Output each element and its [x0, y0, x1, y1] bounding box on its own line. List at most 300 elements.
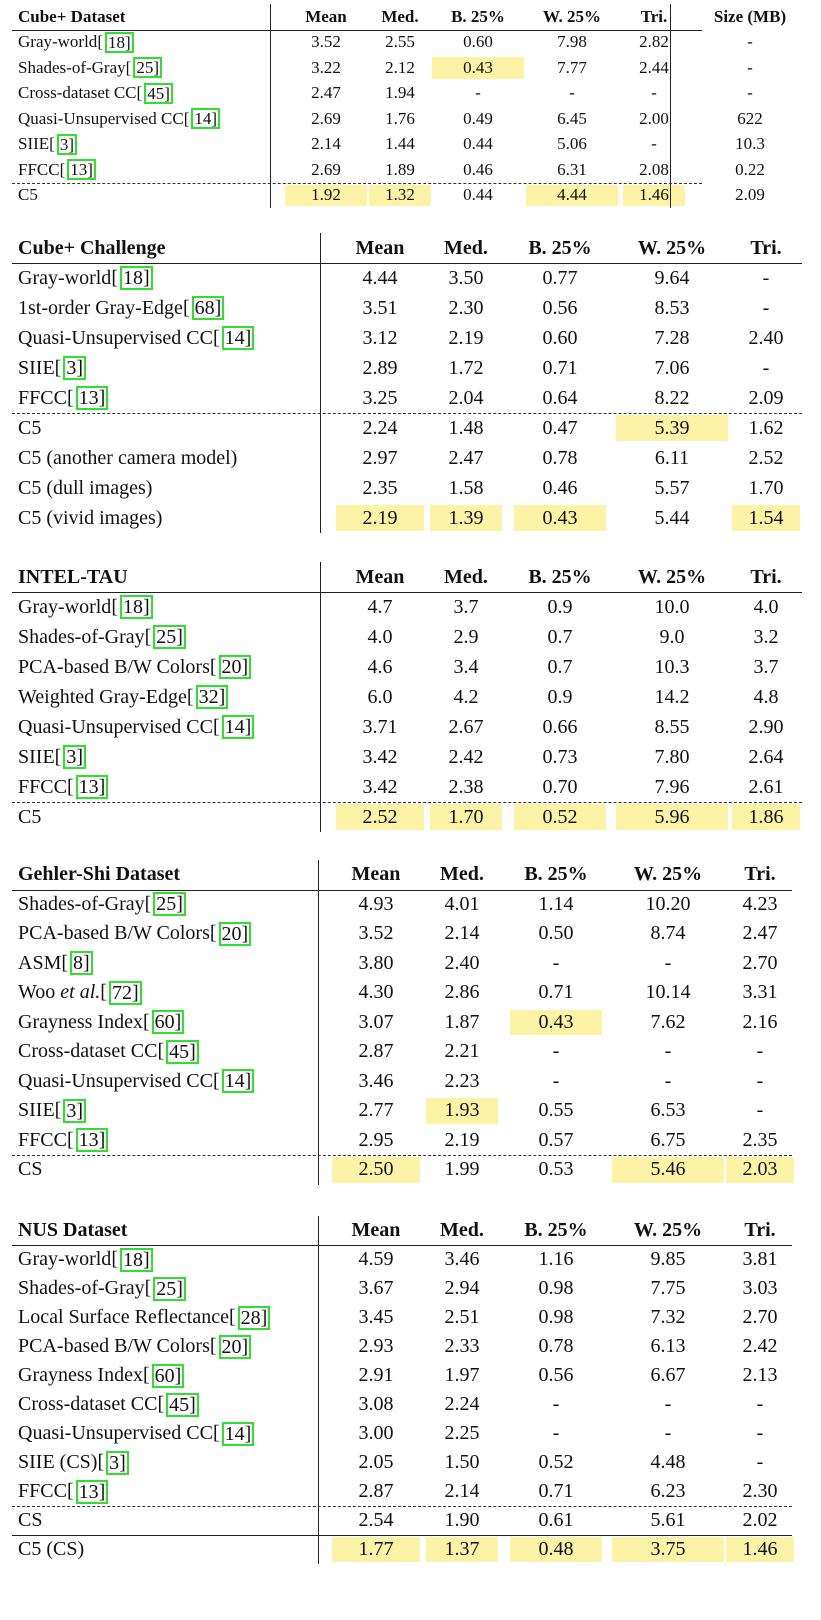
method-name: C5 (CS)	[18, 1538, 85, 1560]
value-cell: 4.7	[367, 595, 393, 618]
value-cell: 622	[737, 108, 763, 128]
highlighted-value-cell: 4.44	[526, 185, 618, 207]
value-cell: -	[756, 1422, 764, 1444]
value-cell: 8.74	[650, 922, 686, 945]
value-cell: 2.64	[748, 745, 784, 768]
value-cell: -	[756, 1040, 764, 1063]
table-row	[12, 622, 802, 652]
table-gehler-shi	[12, 860, 792, 1185]
value-cell: 2.35	[362, 476, 398, 499]
value-cell: 5.57	[654, 476, 690, 499]
value-cell: 1.87	[444, 1010, 480, 1033]
value-cell: 7.80	[654, 745, 690, 768]
method-name: C5 (dull images)	[18, 476, 153, 499]
table-row	[12, 30, 753, 56]
table-row	[12, 183, 765, 209]
citation-link[interactable]: 25]	[153, 892, 186, 916]
value-cell: 6.11	[654, 446, 690, 469]
value-cell: 4.0	[367, 625, 393, 648]
value-cell: 6.53	[650, 1099, 686, 1122]
table-cubeplus-challenge	[12, 233, 802, 533]
value-cell: 2.44	[639, 57, 669, 77]
value-cell: 4.23	[742, 892, 778, 915]
method-name: Quasi-Unsupervised CC [ 14]	[12, 323, 254, 353]
value-cell: 2.12	[385, 57, 415, 77]
table-row	[12, 772, 802, 802]
table-row	[12, 1303, 792, 1332]
value-cell: 2.95	[358, 1128, 394, 1151]
citation-link[interactable]: 20]	[219, 1335, 252, 1359]
value-cell: 3.52	[311, 32, 341, 52]
method-name-text: FFCC	[18, 386, 67, 409]
highlighted-value-cell: 2.03	[726, 1157, 794, 1183]
value-cell: 3.25	[362, 386, 398, 409]
method-name-text: SIIE	[18, 1099, 55, 1122]
method-name: Shades-of-Gray [ 25]	[12, 622, 186, 652]
method-name-text: Shades-of-Gray	[18, 625, 145, 648]
method-name: FFCC [ 13]	[12, 1126, 108, 1156]
column-header: W. 25%	[637, 565, 707, 588]
value-cell: 2.24	[444, 1393, 480, 1415]
column-header: Mean	[351, 863, 401, 886]
value-cell: 1.99	[444, 1158, 480, 1181]
citation-link[interactable]: 14]	[222, 715, 255, 739]
highlighted-value-cell: 5.96	[616, 804, 728, 830]
dashed-separator	[12, 413, 802, 414]
value-cell: 2.42	[448, 745, 484, 768]
value-cell: 2.97	[362, 446, 398, 469]
value-cell: 0.46	[463, 159, 493, 179]
method-name: ASM [ 8]	[12, 949, 93, 979]
value-cell: -	[756, 1393, 764, 1415]
highlighted-value-cell: 2.52	[336, 804, 424, 830]
method-name-text: Gray-world	[18, 595, 112, 618]
value-cell: 3.80	[358, 951, 394, 974]
value-cell: 0.50	[538, 922, 574, 945]
citation-link[interactable]: 45]	[166, 1393, 199, 1417]
table-row	[12, 1067, 792, 1097]
method-name-text: Shades-of-Gray	[18, 1277, 145, 1299]
method-name-text: Weighted Gray-Edge	[18, 685, 187, 708]
method-name: Grayness Index [ 60]	[12, 1361, 184, 1390]
value-cell: 2.16	[742, 1010, 778, 1033]
value-cell: 6.75	[650, 1128, 686, 1151]
citation-link[interactable]: 14]	[222, 1069, 255, 1093]
highlighted-value-cell: 1.46	[726, 1537, 794, 1562]
citation-link[interactable]: 45]	[166, 1040, 199, 1064]
citation-link[interactable]: 3]	[63, 356, 86, 380]
value-cell: 0.61	[538, 1509, 574, 1531]
column-rule	[318, 860, 319, 1185]
table-row	[12, 443, 802, 473]
method-name-text: PCA-based B/W Colors	[18, 655, 210, 678]
method-name-text: 1st-order Gray-Edge	[18, 296, 183, 319]
method-name-text: Gray-world	[18, 266, 112, 289]
method-name: Shades-of-Gray [ 25]	[12, 55, 162, 81]
value-cell: 3.7	[453, 595, 479, 618]
value-cell: -	[747, 83, 753, 103]
table-row	[12, 106, 763, 132]
value-cell: 2.55	[385, 32, 415, 52]
citation-link[interactable]: 18]	[120, 266, 153, 290]
value-cell: 2.13	[742, 1364, 778, 1386]
column-rule	[318, 1216, 319, 1564]
value-cell: 2.86	[444, 981, 480, 1004]
citation-link[interactable]: 28]	[238, 1306, 271, 1330]
value-cell: 3.00	[358, 1422, 394, 1444]
highlighted-value-cell: 1.39	[430, 505, 502, 531]
value-cell: 0.53	[538, 1158, 574, 1181]
value-cell: 7.98	[557, 32, 587, 52]
value-cell: 2.33	[444, 1335, 480, 1357]
column-header: Med.	[440, 1219, 484, 1241]
value-cell: 2.14	[444, 922, 480, 945]
table-row	[12, 383, 802, 413]
citation-link[interactable]: 3]	[63, 745, 86, 769]
citation-link[interactable]: 25]	[153, 625, 186, 649]
value-cell: 10.14	[645, 981, 691, 1004]
value-cell: 0.7	[547, 625, 573, 648]
value-cell: 2.9	[453, 625, 479, 648]
value-cell: 0.66	[542, 715, 578, 738]
table-row	[12, 1274, 792, 1303]
column-header: Med.	[440, 863, 484, 886]
method-name: Woo et al. [ 72]	[12, 978, 142, 1008]
citation-link[interactable]: 14]	[222, 1422, 255, 1446]
table-intel-tau	[12, 562, 802, 832]
column-header: Med.	[444, 236, 488, 259]
citation-link[interactable]: 72]	[109, 981, 142, 1005]
value-cell: 3.22	[311, 57, 341, 77]
citation-link[interactable]: 18]	[120, 595, 153, 619]
table-row	[12, 890, 792, 920]
value-cell: 2.87	[358, 1480, 394, 1502]
value-cell: 1.94	[385, 83, 415, 103]
value-cell: 1.90	[444, 1509, 480, 1531]
value-cell: 10.0	[654, 595, 690, 618]
column-header: Tri.	[750, 236, 782, 259]
value-cell: 5.06	[557, 134, 587, 154]
method-name: Gray-world [ 18]	[12, 30, 134, 56]
value-cell: 4.2	[453, 685, 479, 708]
value-cell: 1.76	[385, 108, 415, 128]
method-name-text: Quasi-Unsupervised CC	[18, 108, 184, 128]
column-header: Tri.	[750, 565, 782, 588]
citation-link[interactable]: 20]	[219, 655, 252, 679]
method-name-text: Quasi-Unsupervised CC	[18, 1069, 213, 1092]
citation-link[interactable]: 68]	[192, 296, 225, 320]
value-cell: 4.6	[367, 655, 393, 678]
highlighted-value-cell: 1.46	[623, 185, 685, 207]
value-cell: -	[762, 356, 770, 379]
value-cell: 5.44	[654, 506, 690, 529]
value-cell: 2.38	[448, 775, 484, 798]
column-header: Tri.	[744, 1219, 776, 1241]
value-cell: -	[664, 1393, 672, 1415]
value-cell: 2.90	[748, 715, 784, 738]
value-cell: 1.97	[444, 1364, 480, 1386]
table-title: Cube+ Challenge	[18, 236, 166, 259]
method-name: Shades-of-Gray [ 25]	[12, 1274, 186, 1303]
method-name-text: Quasi-Unsupervised CC	[18, 326, 213, 349]
table-header-row	[12, 1216, 792, 1245]
highlighted-value-cell: 1.70	[430, 804, 502, 830]
value-cell: 3.46	[358, 1069, 394, 1092]
value-cell: 3.2	[753, 625, 779, 648]
citation-link[interactable]: 14]	[222, 326, 255, 350]
column-rule	[320, 233, 321, 533]
value-cell: 3.81	[742, 1248, 778, 1270]
value-cell: 1.89	[385, 159, 415, 179]
value-cell: 2.94	[444, 1277, 480, 1299]
method-name: Gray-world [ 18]	[12, 1245, 153, 1274]
table-row	[12, 712, 802, 742]
table-header-row	[12, 562, 802, 592]
method-name-text: SIIE	[18, 356, 55, 379]
value-cell: 2.21	[444, 1040, 480, 1063]
dashed-separator	[12, 183, 702, 184]
method-name-text: FFCC	[18, 159, 60, 179]
method-name-text: Quasi-Unsupervised CC	[18, 1422, 213, 1444]
method-name: SIIE [ 3]	[12, 1096, 86, 1126]
value-cell: 2.42	[742, 1335, 778, 1357]
method-name: C5 (vivid images)	[18, 506, 163, 529]
value-cell: 0.44	[463, 185, 493, 205]
value-cell: 2.52	[748, 446, 784, 469]
value-cell: 7.96	[654, 775, 690, 798]
highlighted-value-cell: 3.75	[612, 1537, 724, 1562]
table-row	[12, 323, 802, 353]
value-cell: 3.45	[358, 1306, 394, 1328]
table-row	[12, 157, 765, 183]
table-row	[12, 978, 792, 1008]
citation-link[interactable]: 18]	[105, 32, 134, 53]
value-cell: 2.54	[358, 1509, 394, 1531]
table-row	[12, 353, 802, 383]
method-name: Quasi-Unsupervised CC [ 14]	[12, 106, 220, 132]
highlighted-value-cell: 0.52	[514, 804, 606, 830]
value-cell: 2.19	[448, 326, 484, 349]
value-cell: 4.01	[444, 892, 480, 915]
table-row	[12, 503, 802, 533]
value-cell: 1.48	[448, 416, 484, 439]
citation-link[interactable]: 18]	[120, 1248, 153, 1272]
citation-link[interactable]: 25]	[133, 57, 162, 78]
citation-link[interactable]: 13]	[67, 159, 96, 180]
value-cell: 7.62	[650, 1010, 686, 1033]
value-cell: 0.70	[542, 775, 578, 798]
table-row	[12, 1332, 792, 1361]
method-name: Cross-dataset CC [ 45]	[12, 1037, 199, 1067]
value-cell: 6.45	[557, 108, 587, 128]
method-name: Gray-world [ 18]	[12, 263, 153, 293]
highlighted-value-cell: 1.86	[732, 804, 800, 830]
citation-link[interactable]: 13]	[76, 1128, 109, 1152]
column-header: W. 25%	[637, 236, 707, 259]
citation-link[interactable]: 13]	[76, 775, 109, 799]
value-cell: 9.85	[650, 1248, 686, 1270]
value-cell: 0.71	[538, 1480, 574, 1502]
value-cell: 0.47	[542, 416, 578, 439]
value-cell: 2.25	[444, 1422, 480, 1444]
value-cell: 2.09	[735, 185, 765, 205]
value-cell: 6.31	[557, 159, 587, 179]
value-cell: 0.56	[542, 296, 578, 319]
value-cell: 0.78	[542, 446, 578, 469]
table-nus	[12, 1216, 792, 1564]
value-cell: -	[762, 296, 770, 319]
column-header: Mean	[351, 1219, 401, 1241]
column-header: Mean	[355, 236, 405, 259]
dashed-separator	[12, 1506, 792, 1507]
citation-link[interactable]: 3]	[57, 134, 77, 155]
value-cell: 3.50	[448, 266, 484, 289]
value-cell: 0.71	[542, 356, 578, 379]
value-cell: 2.14	[444, 1480, 480, 1502]
highlighted-value-cell: 1.92	[285, 185, 367, 207]
value-cell: -	[756, 1451, 764, 1473]
value-cell: 0.98	[538, 1277, 574, 1299]
value-cell: 4.0	[753, 595, 779, 618]
value-cell: 3.42	[362, 745, 398, 768]
table-row	[12, 1361, 792, 1390]
value-cell: 7.28	[654, 326, 690, 349]
value-cell: 0.98	[538, 1306, 574, 1328]
method-name: Quasi-Unsupervised CC [ 14]	[12, 712, 254, 742]
highlighted-value-cell: 5.39	[616, 415, 728, 441]
value-cell: 3.67	[358, 1277, 394, 1299]
value-cell: 1.44	[385, 134, 415, 154]
table-header-row	[12, 233, 802, 263]
table-header-row	[12, 860, 792, 890]
method-name-text: FFCC	[18, 1480, 67, 1502]
value-cell: 2.04	[448, 386, 484, 409]
table-row	[12, 1126, 792, 1156]
column-rule	[270, 4, 271, 208]
method-name-text: Gray-world	[18, 32, 98, 52]
table-row	[12, 949, 792, 979]
highlighted-value-cell: 5.46	[612, 1157, 724, 1183]
method-name: Cross-dataset CC [ 45]	[12, 1390, 199, 1419]
method-name: PCA-based B/W Colors [ 20]	[12, 652, 251, 682]
value-cell: 8.55	[654, 715, 690, 738]
value-cell: -	[664, 1422, 672, 1444]
citation-link[interactable]: 60]	[152, 1010, 185, 1034]
method-name-text: FFCC	[18, 775, 67, 798]
method-name: PCA-based B/W Colors [ 20]	[12, 919, 251, 949]
value-cell: 3.42	[362, 775, 398, 798]
value-cell: 0.7	[547, 655, 573, 678]
value-cell: -	[475, 83, 481, 103]
citation-link[interactable]: 13]	[76, 386, 109, 410]
value-cell: 4.30	[358, 981, 394, 1004]
table-row	[12, 652, 802, 682]
value-cell: 4.8	[753, 685, 779, 708]
value-cell: 1.50	[444, 1451, 480, 1473]
table-row	[12, 293, 802, 323]
value-cell: 2.00	[639, 108, 669, 128]
value-cell: 7.32	[650, 1306, 686, 1328]
value-cell: 9.0	[659, 625, 685, 648]
value-cell: 2.30	[742, 1480, 778, 1502]
citation-link[interactable]: 32]	[196, 685, 229, 709]
value-cell: 14.2	[654, 685, 690, 708]
value-cell: 4.59	[358, 1248, 394, 1270]
value-cell: 0.9	[547, 595, 573, 618]
table-row	[12, 55, 753, 81]
method-name-text: Cross-dataset CC	[18, 1040, 158, 1063]
method-name-text: SIIE	[18, 745, 55, 768]
method-name: Shades-of-Gray [ 25]	[12, 890, 186, 920]
value-cell: -	[664, 1069, 672, 1092]
table-row	[12, 919, 792, 949]
value-cell: 2.09	[748, 386, 784, 409]
table-row	[12, 1419, 792, 1448]
value-cell: 0.73	[542, 745, 578, 768]
column-header: B. 25%	[528, 236, 592, 259]
table-row	[12, 802, 802, 832]
value-cell: 0.60	[463, 32, 493, 52]
value-cell: -	[552, 1422, 560, 1444]
method-name-text: PCA-based B/W Colors	[18, 1335, 210, 1357]
method-name: Grayness Index [ 60]	[12, 1008, 184, 1038]
table-row	[12, 742, 802, 772]
value-cell: 7.77	[557, 57, 587, 77]
citation-link[interactable]: 60]	[152, 1364, 185, 1388]
table-header-row	[12, 4, 787, 30]
column-header: B. 25%	[451, 6, 505, 26]
citation-link[interactable]: 20]	[219, 922, 252, 946]
highlighted-value-cell: 2.19	[336, 505, 424, 531]
value-cell: 1.62	[748, 416, 784, 439]
dashed-separator	[12, 1155, 792, 1156]
table-row	[12, 1506, 792, 1535]
column-header: Med.	[444, 565, 488, 588]
method-name-text: Grayness Index	[18, 1010, 143, 1033]
method-name: Cross-dataset CC [ 45]	[12, 81, 173, 107]
value-cell: 0.57	[538, 1128, 574, 1151]
citation-link[interactable]: 45]	[144, 83, 173, 104]
value-cell: 2.82	[639, 32, 669, 52]
value-cell: 2.67	[448, 715, 484, 738]
method-name-text: PCA-based B/W Colors	[18, 922, 210, 945]
citation-link[interactable]: 25]	[153, 1277, 186, 1301]
citation-link[interactable]: 13]	[76, 1480, 109, 1504]
method-name: Quasi-Unsupervised CC [ 14]	[12, 1419, 254, 1448]
citation-link[interactable]: 3]	[106, 1451, 129, 1475]
table-title: INTEL-TAU	[18, 565, 128, 588]
citation-link[interactable]: 3]	[63, 1099, 86, 1123]
value-cell: 3.51	[362, 296, 398, 319]
value-cell: 3.08	[358, 1393, 394, 1415]
table-row	[12, 1245, 792, 1274]
citation-link[interactable]: 8]	[70, 951, 93, 975]
value-cell: -	[756, 1099, 764, 1122]
value-cell: 4.48	[650, 1451, 686, 1473]
column-header: Tri.	[744, 863, 776, 886]
value-cell: 3.71	[362, 715, 398, 738]
column-header: W. 25%	[633, 863, 703, 886]
value-cell: 6.23	[650, 1480, 686, 1502]
method-name: Gray-world [ 18]	[12, 592, 153, 622]
value-cell: 0.22	[735, 159, 765, 179]
value-cell: 0.44	[463, 134, 493, 154]
method-name: SIIE [ 3]	[12, 742, 86, 772]
table-row	[12, 1390, 792, 1419]
citation-link[interactable]: 14]	[191, 108, 220, 129]
table-row	[12, 1155, 792, 1185]
value-cell: 2.35	[742, 1128, 778, 1151]
